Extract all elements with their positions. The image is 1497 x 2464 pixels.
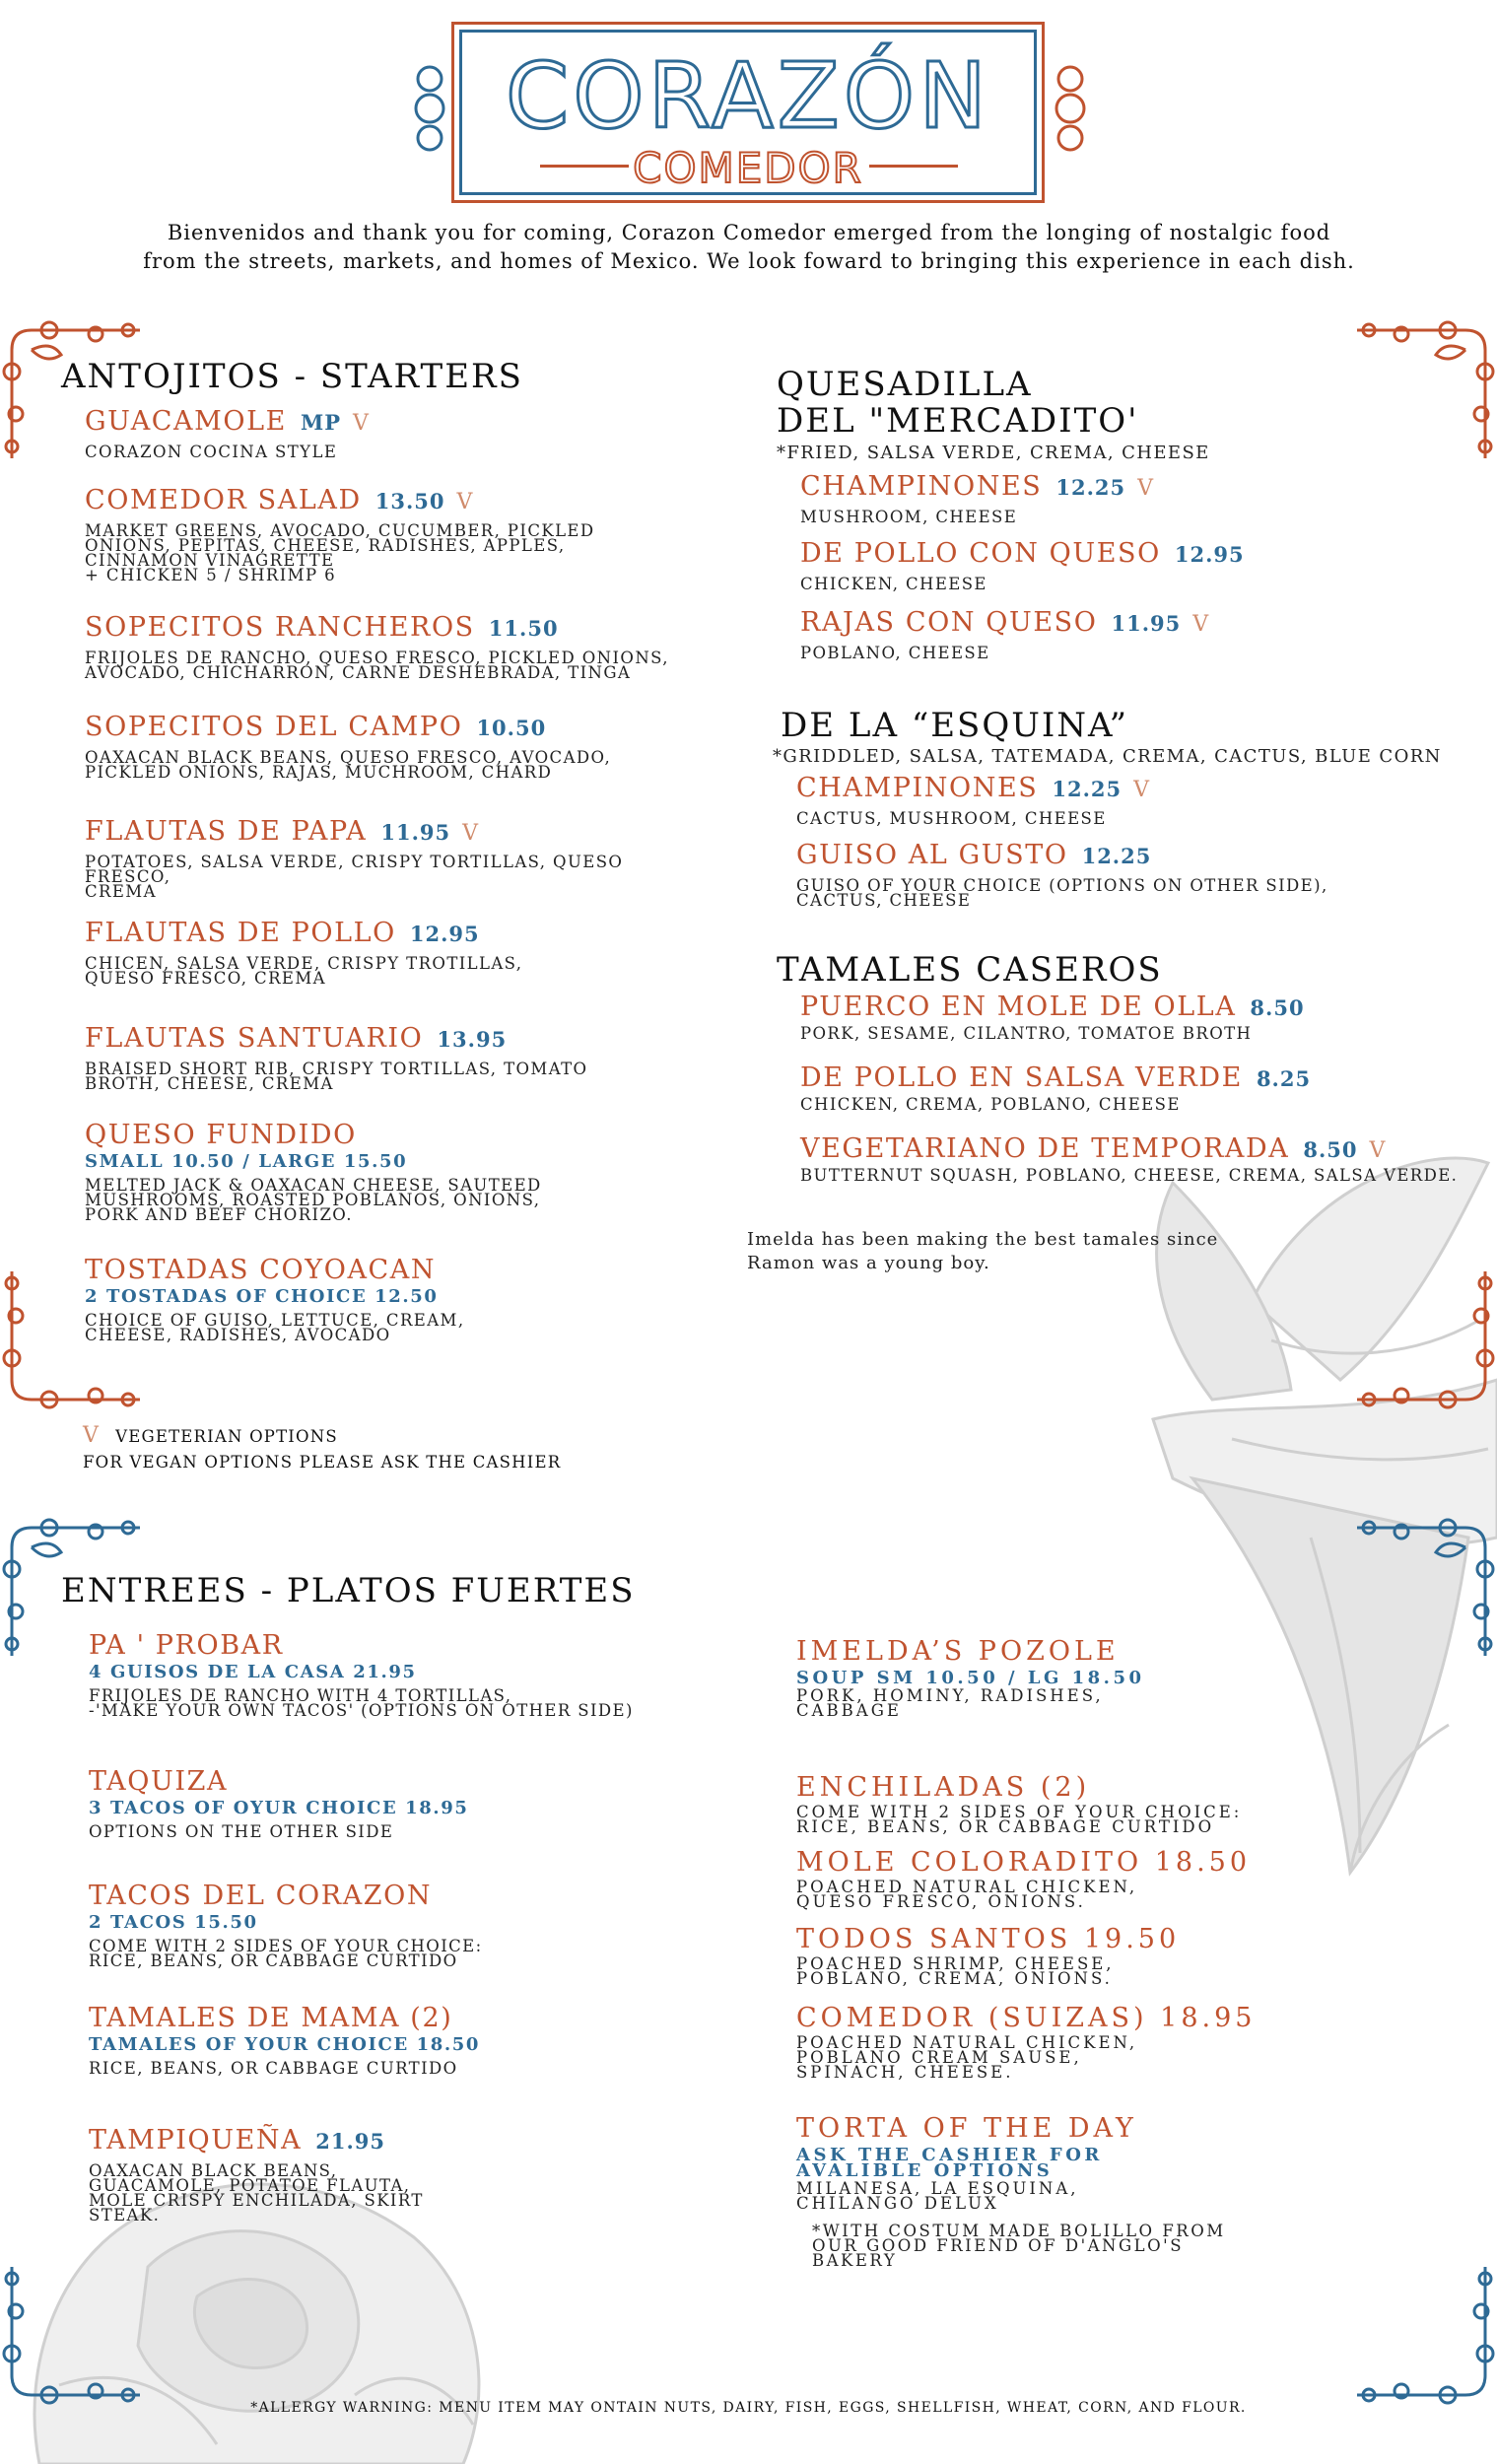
item-description: PORK, HOMINY, RADISHES, CABBAGE — [796, 1686, 1104, 1720]
item-description: CACTUS, MUSHROOM, CHEESE — [796, 809, 1107, 828]
item-name: COMEDOR (SUIZAS) 18.95 — [796, 2003, 1257, 2033]
quesadilla-title-line1: QUESADILLA — [777, 365, 1033, 404]
item-price: 12.25 — [1081, 844, 1152, 868]
item-description: MUSHROOM, CHEESE — [800, 508, 1018, 526]
item-name: RAJAS CON QUESO — [800, 607, 1098, 638]
item-description: COME WITH 2 SIDES OF YOUR CHOICE: RICE, BEANS, OR CABBAGE CURTIDO — [796, 1803, 1243, 1836]
veg-symbol-icon: V — [1192, 612, 1209, 637]
item-description: CHOICE OF GUISO, LETTUCE, CREAM, CHEESE, RADISHES, AVOCADO — [85, 1311, 465, 1344]
entrees-title: ENTREES - PLATOS FUERTES — [61, 1571, 636, 1610]
item-price: 13.50 — [374, 489, 445, 513]
tamales-title: TAMALES CASEROS — [777, 950, 1163, 990]
item-name: MOLE COLORADITO 18.50 — [796, 1847, 1252, 1878]
veg-note-text: VEGETERIAN OPTIONS — [115, 1427, 338, 1446]
item-name: CHAMPINONES — [796, 773, 1039, 803]
item-subtitle: ASK THE CASHIER FOR AVALIBLE OPTIONS — [796, 2145, 1103, 2181]
item-description: POACHED NATURAL CHICKEN, POBLANO CREAM SAUSE, SPINACH, CHEESE. — [796, 2033, 1138, 2082]
item-description: POBLANO, CHEESE — [800, 644, 990, 662]
menu-item — [800, 992, 1470, 1041]
item-name: FLAUTAS DE POLLO — [85, 918, 396, 948]
item-description: POACHED SHRIMP, CHEESE, POBLANO, CREMA, ONIONS. — [796, 1954, 1115, 1988]
item-description: OAXACAN BLACK BEANS, GUACAMOLE, POTATOE FLAUTA, MOLE CRISPY ENCHILADA, SKIRT STEAK. — [89, 2161, 424, 2224]
item-price: 11.95 — [1111, 611, 1182, 636]
menu-item — [800, 471, 1431, 524]
item-description: CHICKEN, CHEESE — [800, 575, 987, 593]
item-description: MARKET GREENS, AVOCADO, CUCUMBER, PICKLED ONIONS, PEPITAS, CHEESE, RADISHES, APPLES, CINNAMON VINAGRETTE + CHICKEN 5 / SHRIMP 6 — [85, 521, 595, 584]
menu-item — [796, 773, 1427, 826]
item-description: MELTED JACK & OAXACAN CHEESE, SAUTEED MUSHROOMS, ROASTED POBLANOS, ONIONS, PORK AND BEEF CHORIZO. — [85, 1176, 542, 1224]
menu-item — [796, 1924, 1427, 1986]
item-description: FRIJOLES DE RANCHO WITH 4 TORTILLAS, -'MAKE YOUR OWN TACOS' (OPTIONS ON OTHER SIDE) — [89, 1686, 634, 1720]
menu-item — [89, 1766, 719, 1839]
flower-ornament-icon — [1047, 59, 1094, 158]
item-price: 12.25 — [1055, 475, 1126, 500]
menu-item — [85, 1255, 715, 1342]
menu-item — [796, 2113, 1427, 2211]
quesadilla-title-line2: DEL "MERCADITO' — [777, 401, 1139, 441]
menu-item — [800, 538, 1431, 591]
item-price: 10.50 — [476, 716, 547, 740]
menu-item — [800, 607, 1431, 660]
flower-ornament-icon — [406, 59, 453, 158]
item-price: 13.95 — [437, 1027, 508, 1052]
item-name: TORTA OF THE DAY — [796, 2113, 1137, 2144]
scroll-ornament-icon — [2, 2257, 150, 2405]
veg-symbol-icon: V — [1133, 778, 1150, 802]
veg-note — [83, 1423, 338, 1448]
item-description: CORAZON COCINA STYLE — [85, 443, 338, 461]
item-description: PORK, SESAME, CILANTRO, TOMATOE BROTH — [800, 1024, 1253, 1043]
veg-symbol-icon: V — [353, 411, 369, 436]
menu-item — [89, 2003, 719, 2076]
menu-item — [89, 2125, 719, 2223]
item-name: PUERCO EN MOLE DE OLLA — [800, 992, 1237, 1022]
starters-title: ANTOJITOS - STARTERS — [61, 357, 523, 396]
item-name: TAMALES DE MAMA (2) — [89, 2003, 453, 2033]
item-subtitle: 2 TOSTADAS OF CHOICE 12.50 — [85, 1286, 439, 1307]
veg-symbol-icon: V — [456, 490, 473, 514]
item-subtitle: 2 TACOS 15.50 — [89, 1912, 258, 1933]
menu-item — [85, 485, 715, 582]
item-price: 8.50 — [1250, 995, 1305, 1020]
menu-item — [89, 1630, 719, 1718]
item-description: FRIJOLES DE RANCHO, QUESO FRESCO, PICKLED ONIONS, AVOCADO, CHICHARRON, CARNE DESHEBRADA, TINGA — [85, 649, 669, 682]
logo-sub: COMEDOR — [633, 144, 863, 192]
menu-item — [800, 1062, 1470, 1112]
veg-symbol-icon: V — [1369, 1138, 1386, 1163]
item-name: PA ' PROBAR — [89, 1630, 284, 1661]
vegan-note: FOR VEGAN OPTIONS PLEASE ASK THE CASHIER — [83, 1453, 562, 1472]
item-name: CHAMPINONES — [800, 471, 1043, 502]
item-name: DE POLLO CON QUESO — [800, 538, 1161, 569]
menu-item — [85, 712, 715, 780]
item-name: SOPECITOS DEL CAMPO — [85, 712, 463, 742]
item-name: TODOS SANTOS 19.50 — [796, 1924, 1181, 1954]
veg-symbol-icon: V — [462, 821, 478, 846]
menu-item — [796, 2003, 1427, 2080]
menu-item — [796, 1847, 1427, 1909]
quesadilla-title — [777, 367, 1139, 440]
item-name: IMELDA’S POZOLE — [796, 1636, 1120, 1667]
item-name: TOSTADAS COYOACAN — [85, 1255, 437, 1285]
veg-symbol-icon: V — [1137, 476, 1154, 501]
item-description: BUTTERNUT SQUASH, POBLANO, CHEESE, CREMA, SALSA VERDE. — [800, 1166, 1459, 1185]
item-description: MILANESA, LA ESQUINA, CHILANGO DELUX — [796, 2179, 1079, 2213]
menu-item — [85, 1120, 715, 1222]
menu-item — [85, 816, 715, 899]
item-name: TAMPIQUEÑA — [89, 2125, 303, 2156]
item-description: OPTIONS ON THE OTHER SIDE — [89, 1822, 394, 1841]
menu-item — [796, 840, 1427, 908]
menu-item — [85, 612, 715, 680]
menu-item — [796, 1636, 1427, 1718]
item-price: 12.95 — [409, 922, 480, 946]
item-price: 21.95 — [315, 2129, 385, 2154]
menu-item — [89, 1881, 719, 1968]
item-subtitle: TAMALES OF YOUR CHOICE 18.50 — [89, 2034, 480, 2055]
item-description: POACHED NATURAL CHICKEN, QUESO FRESCO, ONIONS. — [796, 1878, 1138, 1911]
item-price: 8.25 — [1256, 1066, 1312, 1091]
tamales-note: Imelda has been making the best tamales since Ramon was a young boy. — [747, 1229, 1219, 1273]
item-description: POTATOES, SALSA VERDE, CRISPY TORTILLAS, QUESO FRESCO, CREMA — [85, 853, 624, 901]
menu-item — [85, 1023, 715, 1091]
item-description: RICE, BEANS, OR CABBAGE CURTIDO — [89, 2059, 458, 2078]
menu-item — [800, 1133, 1470, 1183]
item-subtitle: SOUP SM 10.50 / LG 18.50 — [796, 1668, 1145, 1688]
item-price: 12.25 — [1052, 777, 1123, 801]
item-description: CHICKEN, CREMA, POBLANO, CHEESE — [800, 1095, 1181, 1114]
item-name: SOPECITOS RANCHEROS — [85, 612, 475, 643]
item-name: VEGETARIANO DE TEMPORADA — [800, 1133, 1290, 1164]
scroll-ornament-icon — [1347, 1262, 1495, 1409]
esquina-title: DE LA “ESQUINA” — [781, 706, 1128, 745]
item-description: COME WITH 2 SIDES OF YOUR CHOICE: RICE, BEANS, OR CABBAGE CURTIDO — [89, 1937, 483, 1970]
item-price: 11.50 — [488, 616, 559, 641]
esquina-note: *GRIDDLED, SALSA, TATEMADA, CREMA, CACTUS, BLUE CORN — [773, 746, 1442, 767]
item-name: FLAUTAS SANTUARIO — [85, 1023, 424, 1054]
intro-text: Bienvenidos and thank you for coming, Corazon Comedor emerged from the longing of nostalgic food from the streets, markets, and homes of Mexico. We look foward to bringing this experience in each dish. — [143, 221, 1355, 273]
item-name: QUESO FUNDIDO — [85, 1120, 357, 1150]
veg-symbol-icon: V — [83, 1423, 101, 1448]
item-description: GUISO OF YOUR CHOICE (OPTIONS ON OTHER SIDE), CACTUS, CHEESE — [796, 876, 1328, 910]
item-name: TACOS DEL CORAZON — [89, 1881, 433, 1911]
scroll-ornament-icon — [1347, 320, 1495, 468]
item-name: ENCHILADAS (2) — [796, 1772, 1091, 1803]
item-subtitle: 3 TACOS OF OYUR CHOICE 18.95 — [89, 1798, 469, 1818]
item-name: GUISO AL GUSTO — [796, 840, 1068, 870]
item-name: GUACAMOLE — [85, 406, 287, 437]
item-subtitle: 4 GUISOS DE LA CASA 21.95 — [89, 1662, 417, 1682]
item-price: MP — [300, 410, 342, 435]
allergy-warning: *ALLERGY WARNING: MENU ITEM MAY ONTAIN NUTS, DAIRY, FISH, EGGS, SHELLFISH, WHEAT, CORN, AND FLOUR. — [250, 2400, 1247, 2416]
item-name: DE POLLO EN SALSA VERDE — [800, 1062, 1243, 1093]
scroll-ornament-icon — [1347, 2257, 1495, 2405]
menu-item — [85, 918, 715, 986]
quesadilla-note: *FRIED, SALSA VERDE, CREMA, CHEESE — [777, 443, 1210, 463]
item-name: COMEDOR SALAD — [85, 485, 362, 515]
menu-item — [85, 406, 715, 459]
torta-note: *WITH COSTUM MADE BOLILLO FROM OUR GOOD FRIEND OF D'ANGLO'S BAKERY — [812, 2222, 1226, 2270]
item-price: 12.95 — [1174, 542, 1245, 567]
item-description: CHICEN, SALSA VERDE, CRISPY TROTILLAS, QUESO FRESCO, CREMA — [85, 954, 523, 988]
item-description: BRAISED SHORT RIB, CRISPY TORTILLAS, TOMATO BROTH, CHEESE, CREMA — [85, 1060, 588, 1093]
item-description: OAXACAN BLACK BEANS, QUESO FRESCO, AVOCADO, PICKLED ONIONS, RAJAS, MUCHROOM, CHARD — [85, 748, 612, 782]
item-name: TAQUIZA — [89, 1766, 229, 1797]
item-price: 8.50 — [1303, 1137, 1358, 1162]
item-subtitle: SMALL 10.50 / LARGE 15.50 — [85, 1151, 408, 1172]
item-price: 11.95 — [380, 820, 451, 845]
menu-item — [796, 1772, 1427, 1834]
logo-main: CORAZÓN — [505, 43, 991, 149]
logo — [451, 22, 1047, 205]
item-name: FLAUTAS DE PAPA — [85, 816, 368, 847]
